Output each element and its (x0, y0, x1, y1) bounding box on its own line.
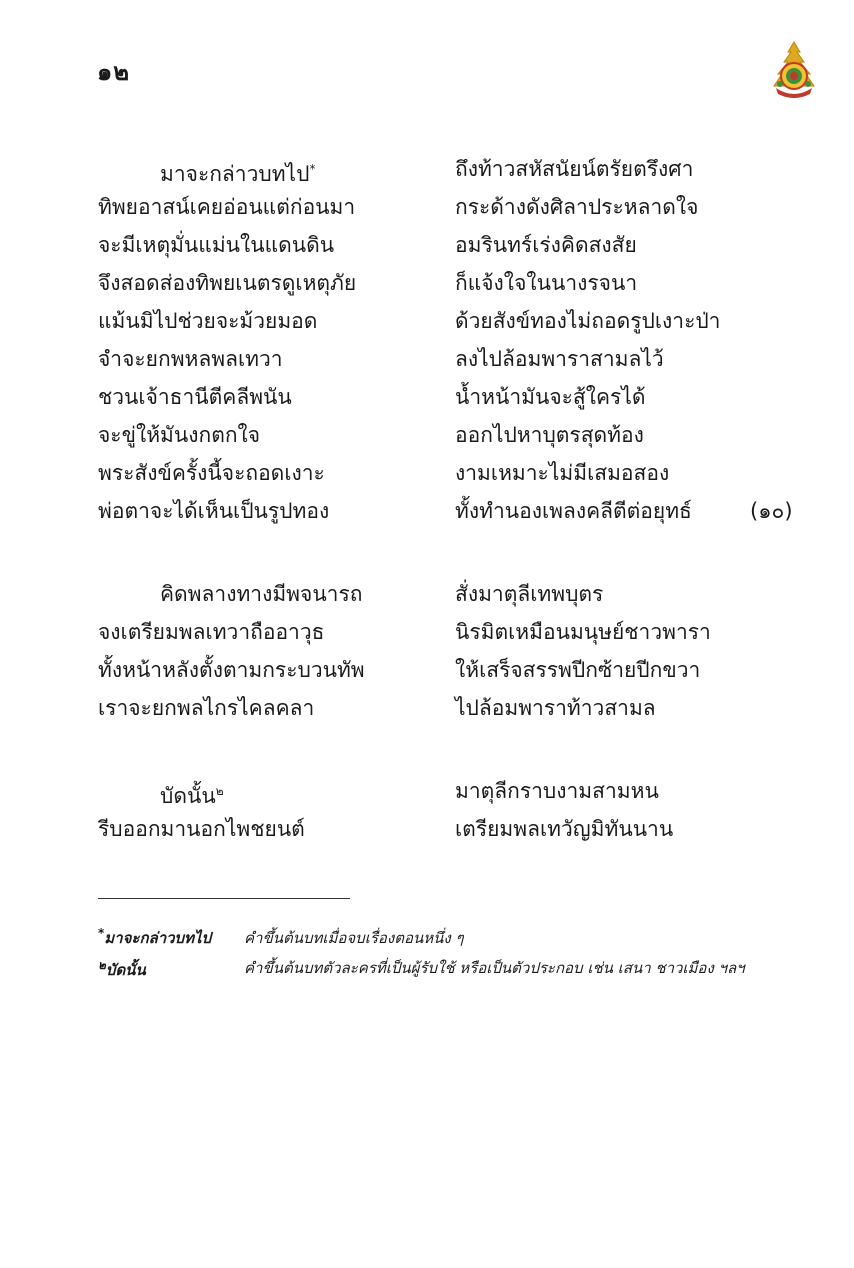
verse-left: เราจะยกพลไกรไคลคลา (98, 696, 315, 720)
verse-line (0, 689, 854, 727)
footnote-term: $^๒$บัดนั้น (98, 958, 146, 979)
verse-left: ทิพยอาสน์เคยอ่อนแต่ก่อนมา (98, 195, 356, 219)
footnote-description: คำขึ้นต้นบทตัวละครที่เป็นผู้รับใช้ หรือเป็นตัวประกอบ เช่น เสนา ชาวเมือง ฯลฯ (244, 959, 745, 977)
verse-left: จำจะยกพหลพลเทวา (98, 347, 283, 371)
verse-line (0, 810, 854, 848)
verse-left: พระสังข์ครั้งนี้จะถอดเงาะ (98, 461, 325, 485)
verse-left: ชวนเจ้าธานีตีคลีพนัน (98, 385, 292, 409)
verse-right: เตรียมพลเทวัญมิทันนาน (455, 817, 674, 841)
verse-right: อมรินทร์เร่งคิดสงสัย (455, 233, 637, 257)
verse-right: ให้เสร็จสรรพปีกซ้ายปีกขวา (455, 658, 701, 682)
verse-line (0, 340, 854, 378)
verse-right: มาตุลีกราบงามสามหน (455, 779, 659, 803)
verse-line (0, 226, 854, 264)
verse-right: สั่งมาตุลีเทพบุตร (455, 582, 604, 606)
verse-left: รีบออกมานอกไพชยนต์ (98, 817, 305, 841)
verse-line (0, 651, 854, 689)
footnote-marker: * (309, 162, 316, 176)
footnote-description: คำขึ้นต้นบทเมื่อจบเรื่องตอนหนึ่ง ๆ (244, 929, 464, 947)
verse-left: พ่อตาจะได้เห็นเป็นรูปทอง (98, 499, 330, 523)
verse-left: คิดพลางทางมีพจนารถ (160, 582, 363, 606)
verse-right: ออกไปหาบุตรสุดท้อง (455, 423, 644, 447)
verse-left: ทั้งหน้าหลังตั้งตามกระบวนทัพ (98, 658, 365, 682)
verse-right: ถึงท้าวสหัสนัยน์ตรัยตรึงศา (455, 157, 694, 181)
verse-right: ไปล้อมพาราท้าวสามล (455, 696, 656, 720)
stanza-2 (0, 575, 854, 727)
stanza-3 (0, 772, 854, 848)
verse-left: แม้นมิไปช่วยจะม้วยมอด (98, 309, 318, 333)
verse-number: (๑๐) (750, 499, 793, 523)
verse-right: ลงไปล้อมพาราสามลไว้ (455, 347, 664, 371)
verse-line (0, 613, 854, 651)
verse-left: บัดนั้น$^๒$ (160, 784, 224, 808)
verse-right: ก็แจ้งใจในนางรจนา (455, 271, 638, 295)
royal-crest-icon (770, 40, 818, 102)
verse-right: กระด้างดังศิลาประหลาดใจ (455, 195, 699, 219)
verse-left: จะขู่ให้มันงกตกใจ (98, 423, 261, 447)
footnote-marker: ๒ (215, 784, 224, 798)
verse-line (0, 150, 854, 188)
page-number: ๑๒ (97, 58, 131, 86)
verse-line (0, 772, 854, 810)
verse-left: จะมีเหตุมั่นแม่นในแดนดิน (98, 233, 335, 257)
verse-line (0, 575, 854, 613)
verse-left: จงเตรียมพลเทวาถืออาวุธ (98, 620, 325, 644)
footnote-divider (98, 898, 350, 899)
verse-left: จึงสอดส่องทิพยเนตรดูเหตุภัย (98, 271, 357, 295)
verse-left: มาจะกล่าวบทไป* (160, 162, 316, 186)
verse-right: ด้วยสังข์ทองไม่ถอดรูปเงาะป่า (455, 309, 721, 333)
stanza-1 (0, 150, 854, 530)
verse-line (0, 302, 854, 340)
footnote-term: *มาจะกล่าวบทไป (98, 926, 212, 947)
verse-right: งามเหมาะไม่มีเสมอสอง (455, 461, 670, 485)
verse-right: น้ำหน้ามันจะสู้ใครได้ (455, 385, 646, 409)
verse-line (0, 454, 854, 492)
verse-line (0, 188, 854, 226)
verse-line (0, 416, 854, 454)
verse-right: ทั้งทำนองเพลงคลีตีต่อยุทธ์ (455, 499, 692, 523)
verse-right: นิรมิตเหมือนมนุษย์ชาวพารา (455, 620, 711, 644)
verse-line (0, 264, 854, 302)
verse-line (0, 492, 854, 530)
verse-line (0, 378, 854, 416)
